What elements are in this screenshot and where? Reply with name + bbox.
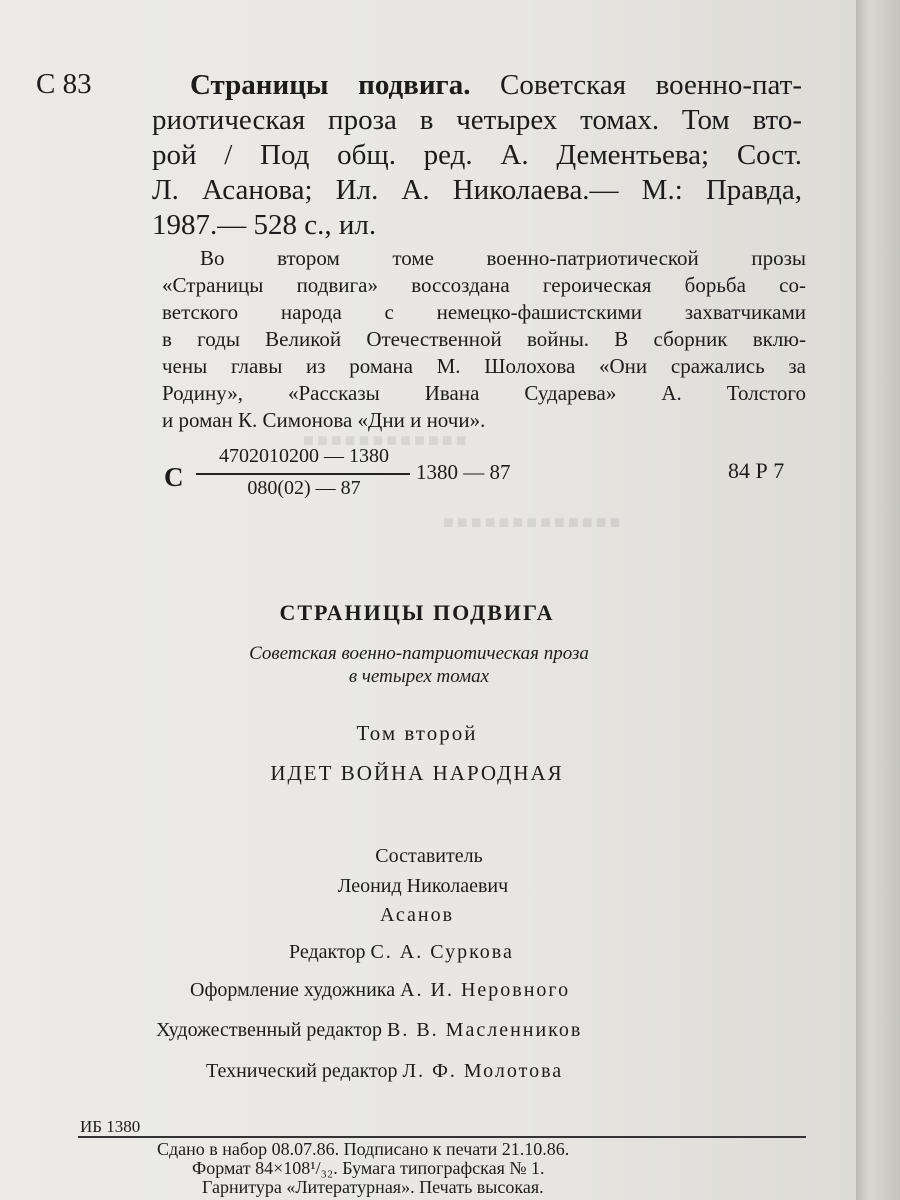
compiler-name: Леонид Николаевич (337, 875, 509, 897)
credit-role: Художественный редактор (156, 1019, 382, 1041)
series-subtitle: в четырех томах (348, 666, 490, 687)
credit-name: В. В. Масленников (387, 1019, 583, 1041)
annotation-line: чены главы из романа М. Шолохова «Они сражались за (162, 354, 806, 378)
bibliographic-line: Л. Асанова; Ил. А. Николаева.— М.: Правда, (152, 174, 802, 206)
ib-number: ИБ 1380 (80, 1117, 141, 1136)
credit-role: Редактор (289, 941, 366, 963)
index-code: 1380 — 87 (416, 460, 511, 484)
index-numerator: 4702010200 — 1380 (219, 445, 389, 467)
fraction-bar (196, 473, 410, 475)
imprint-line: Гарнитура «Литературная». Печать высокая. (202, 1177, 544, 1197)
compiler-label: Составитель (375, 845, 483, 867)
credit-name: С. А. Суркова (370, 941, 514, 963)
annotation-line: ветского народа с немецко-фашистскими захватчиками (162, 300, 806, 324)
imprint-line: Сдано в набор 08.07.86. Подписано к печати 21.10.86. (157, 1139, 570, 1159)
bibliographic-line: 1987.— 528 с., ил. (152, 209, 377, 241)
imprint-line: Формат 84×108¹/₃₂. Бумага типографская № 1. (192, 1158, 545, 1178)
bbk-code: 84 Р 7 (728, 458, 785, 483)
annotation-line: и роман К. Симонова «Дни и ночи». (162, 408, 486, 432)
credit-line (156, 1019, 582, 1042)
bibliographic-line: рой / Под общ. ред. А. Дементьева; Сост. (152, 139, 802, 171)
volume-title: ИДЕТ ВОЙНА НАРОДНАЯ (270, 761, 564, 785)
imprint-rule (78, 1136, 806, 1138)
annotation-line: в годы Великой Отечественной войны. В сборник вклю- (162, 327, 806, 351)
bibliographic-line: риотическая проза в четырех томах. Том вто- (152, 104, 802, 136)
annotation-line: Родину», «Рассказы Ивана Сударева» А. Толстого (162, 381, 806, 405)
bibliographic-title: Страницы подвига. (190, 69, 471, 101)
index-letter: С (164, 462, 184, 492)
compiler-surname: Асанов (379, 904, 455, 926)
annotation-line: «Страницы подвига» воссоздана героическая борьба со- (162, 273, 806, 297)
catalog-code: С 83 (36, 68, 92, 100)
annotation-line: Во втором томе военно-патриотической прозы (200, 246, 806, 270)
credit-name: Л. Ф. Молотова (402, 1060, 564, 1082)
credit-line (190, 979, 570, 1002)
credit-role: Оформление художника (190, 979, 396, 1001)
page-edge (856, 0, 900, 1200)
volume-number: Том второй (356, 721, 478, 745)
credit-line (289, 941, 514, 964)
index-denominator: 080(02) — 87 (247, 477, 361, 499)
credit-line (206, 1060, 563, 1083)
series-subtitle: Советская военно-патриотическая проза (249, 643, 589, 664)
show-through-decoration: ■■■■■■■■■■■■■ (440, 512, 621, 532)
bibliographic-text: Советская военно-пат- (500, 69, 803, 101)
series-title: СТРАНИЦЫ ПОДВИГА (279, 600, 555, 625)
credit-name: А. И. Неровного (400, 979, 571, 1001)
credit-role: Технический редактор (206, 1060, 398, 1082)
bibliographic-line (190, 68, 802, 103)
show-through-decoration: ■■■■■■■■■■■■ (300, 430, 467, 450)
